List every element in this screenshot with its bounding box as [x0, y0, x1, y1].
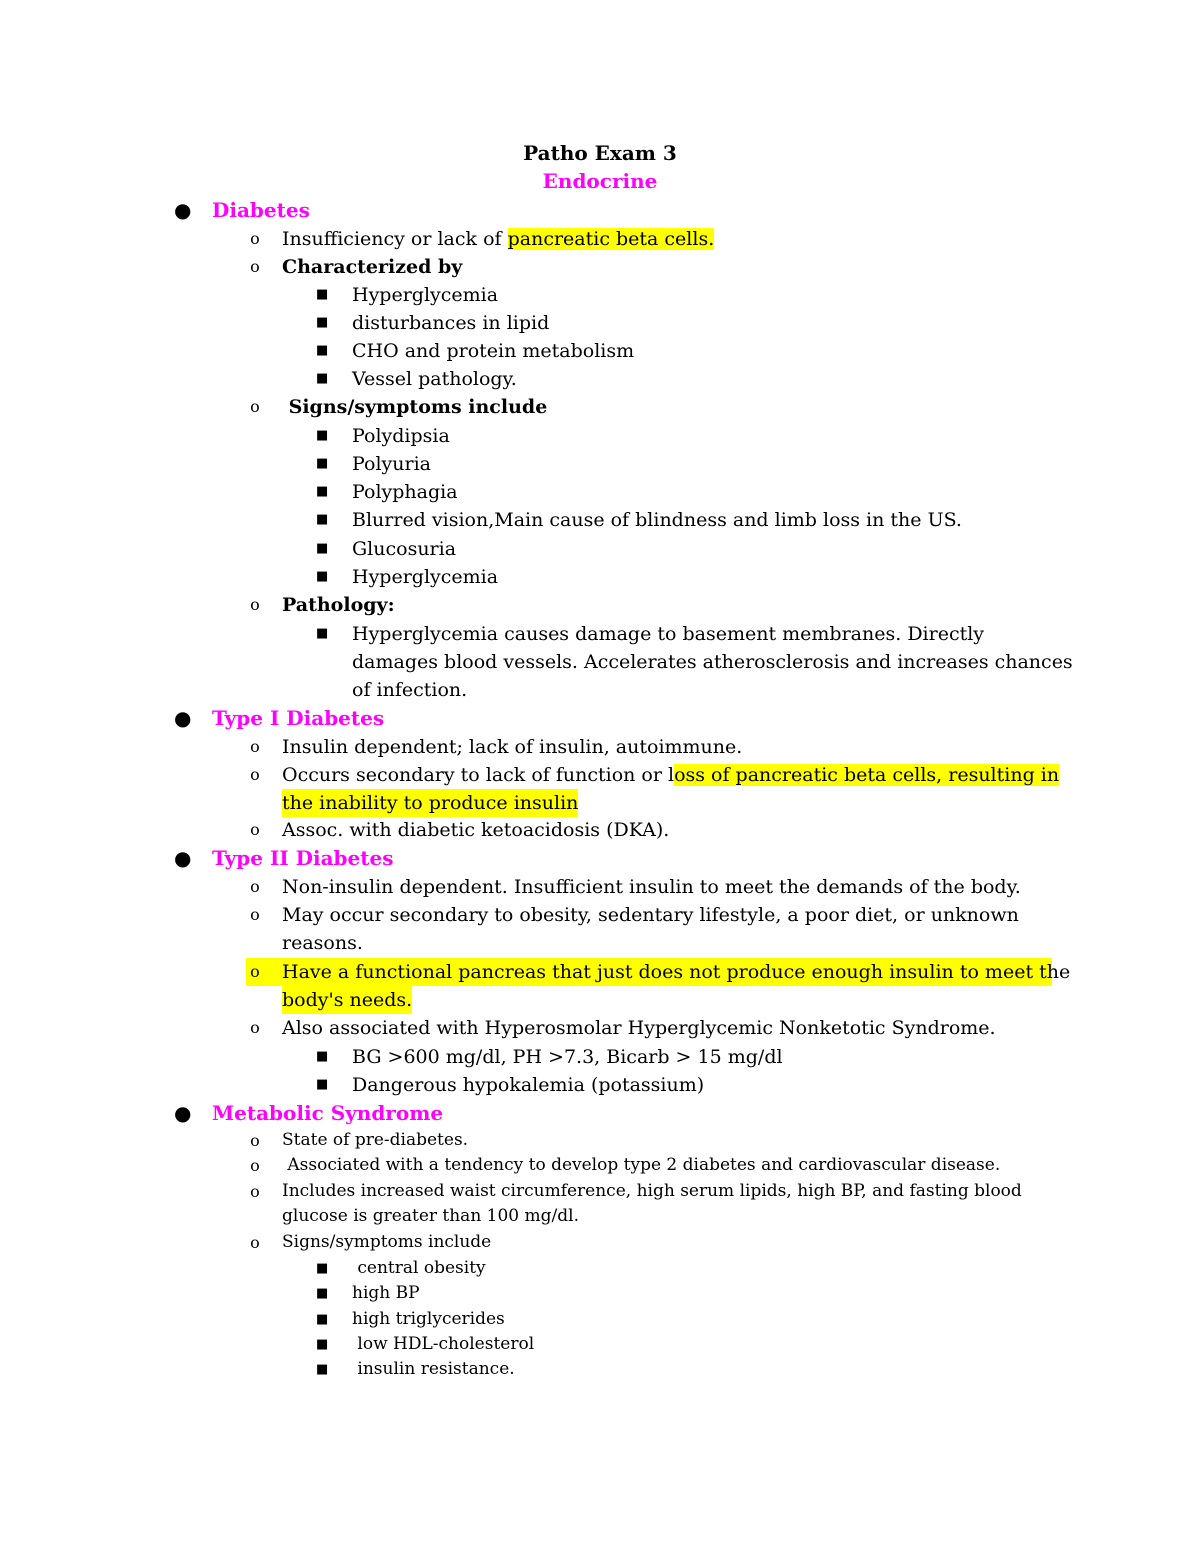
- bullet-l3: ■: [316, 1261, 329, 1276]
- item-text: Assoc. with diabetic ketoacidosis (DKA).: [282, 819, 670, 841]
- item-text: high BP: [352, 1283, 420, 1303]
- bullet-l3: ■: [316, 315, 329, 330]
- item-text: glucose is greater than 100 mg/dl.: [282, 1206, 579, 1226]
- highlighted-text: oss of pancreatic beta cells, resulting in: [674, 764, 1060, 786]
- item-text: central obesity: [352, 1258, 486, 1278]
- item-text: Polyphagia: [352, 481, 458, 503]
- bullet-l3: ■: [316, 569, 329, 584]
- bullet-l2: o: [250, 1156, 260, 1175]
- section-heading: Type I Diabetes: [212, 706, 385, 730]
- bullet-l2: o: [250, 1018, 260, 1037]
- bullet-l2: o: [250, 1233, 260, 1252]
- item-text: CHO and protein metabolism: [352, 340, 635, 362]
- item-text: Non-insulin dependent. Insufficient insulin to meet the demands of the body.: [282, 876, 1021, 898]
- item-text: Polyuria: [352, 453, 431, 475]
- bullet-l1: ●: [174, 846, 192, 870]
- bullet-l2: o: [250, 820, 260, 839]
- bullet-l3: ■: [316, 343, 329, 358]
- item-text: Blurred vision,Main cause of blindness and limb loss in the US.: [352, 509, 962, 531]
- item-text: Also associated with Hyperosmolar Hyperglycemic Nonketotic Syndrome.: [282, 1017, 996, 1039]
- item-text: Associated with a tendency to develop type 2 diabetes and cardiovascular disease.: [282, 1155, 1001, 1175]
- highlighted-text: pancreatic beta cells.: [507, 228, 715, 250]
- bullet-l2: o: [250, 765, 260, 784]
- item-text: State of pre-diabetes.: [282, 1130, 469, 1150]
- item-text: Vessel pathology.: [352, 368, 517, 390]
- bullet-l3: ■: [316, 1286, 329, 1301]
- bullet-l3: ■: [316, 456, 329, 471]
- bullet-l2: o: [250, 595, 260, 614]
- item-text: Includes increased waist circumference, high serum lipids, high BP, and fasting blood: [282, 1181, 1022, 1201]
- bullet-l3: ■: [316, 1312, 329, 1327]
- section-heading: Diabetes: [212, 198, 310, 222]
- section-heading: Metabolic Syndrome: [212, 1101, 444, 1125]
- subheading: Pathology:: [282, 594, 395, 616]
- highlighted-text: Have a functional pancreas that just does not produce enough insulin to meet the: [282, 961, 1071, 983]
- item-text: Dangerous hypokalemia (potassium): [352, 1074, 705, 1096]
- item-text: insulin resistance.: [352, 1359, 515, 1379]
- item-text: Signs/symptoms include: [282, 1232, 492, 1252]
- document-subtitle: Endocrine: [542, 169, 658, 193]
- bullet-l2: o: [250, 905, 260, 924]
- bullet-l1: ●: [174, 1101, 192, 1125]
- item-text: Hyperglycemia: [352, 566, 499, 588]
- bullet-l3: ■: [316, 1049, 329, 1064]
- item-text: disturbances in lipid: [352, 312, 550, 334]
- subheading: Characterized by: [282, 256, 463, 278]
- item-text: of infection.: [352, 679, 468, 701]
- bullet-l3: ■: [316, 287, 329, 302]
- bullet-l1: ●: [174, 706, 192, 730]
- item-text: damages blood vessels. Accelerates atherosclerosis and increases chances: [352, 651, 1073, 673]
- bullet-l3: ■: [316, 626, 329, 641]
- item-text: Hyperglycemia: [352, 284, 499, 306]
- bullet-l3: ■: [316, 1077, 329, 1092]
- bullet-l3: ■: [316, 1337, 329, 1352]
- item-text: BG >600 mg/dl, PH >7.3, Bicarb > 15 mg/dl: [352, 1046, 783, 1068]
- bullet-l3: ■: [316, 541, 329, 556]
- bullet-l2: o: [250, 962, 260, 981]
- item-text: Hyperglycemia causes damage to basement membranes. Directly: [352, 623, 985, 645]
- bullet-l2: o: [250, 877, 260, 896]
- item-text: Occurs secondary to lack of function or loss of pancreatic beta cells, resulting in: [282, 764, 1060, 786]
- item-text: Glucosuria: [352, 538, 457, 560]
- bullet-l1: ●: [174, 198, 192, 222]
- item-text: reasons.: [282, 932, 363, 954]
- document-title: Patho Exam 3: [523, 141, 677, 165]
- item-text: high triglycerides: [352, 1309, 505, 1329]
- bullet-l2: o: [250, 737, 260, 756]
- item-text: low HDL-cholesterol: [352, 1334, 535, 1354]
- bullet-l2: o: [250, 397, 260, 416]
- item-text: Insufficiency or lack of pancreatic beta cells.: [282, 228, 715, 250]
- bullet-l3: ■: [316, 428, 329, 443]
- bullet-l3: ■: [316, 512, 329, 527]
- item-text: Polydipsia: [352, 425, 450, 447]
- section-heading: Type II Diabetes: [212, 846, 394, 870]
- subheading: Signs/symptoms include: [282, 396, 548, 418]
- highlighted-text: body's needs.: [282, 986, 412, 1014]
- bullet-l3: ■: [316, 371, 329, 386]
- bullet-l2: o: [250, 1182, 260, 1201]
- item-text: Insulin dependent; lack of insulin, autoimmune.: [282, 736, 743, 758]
- bullet-l3: ■: [316, 484, 329, 499]
- bullet-l2: o: [250, 1131, 260, 1150]
- bullet-l3: ■: [316, 1362, 329, 1377]
- bullet-l2: o: [250, 257, 260, 276]
- bullet-l2: o: [250, 229, 260, 248]
- highlighted-text: the inability to produce insulin: [282, 789, 578, 817]
- item-text: May occur secondary to obesity, sedentary lifestyle, a poor diet, or unknown: [282, 904, 1019, 926]
